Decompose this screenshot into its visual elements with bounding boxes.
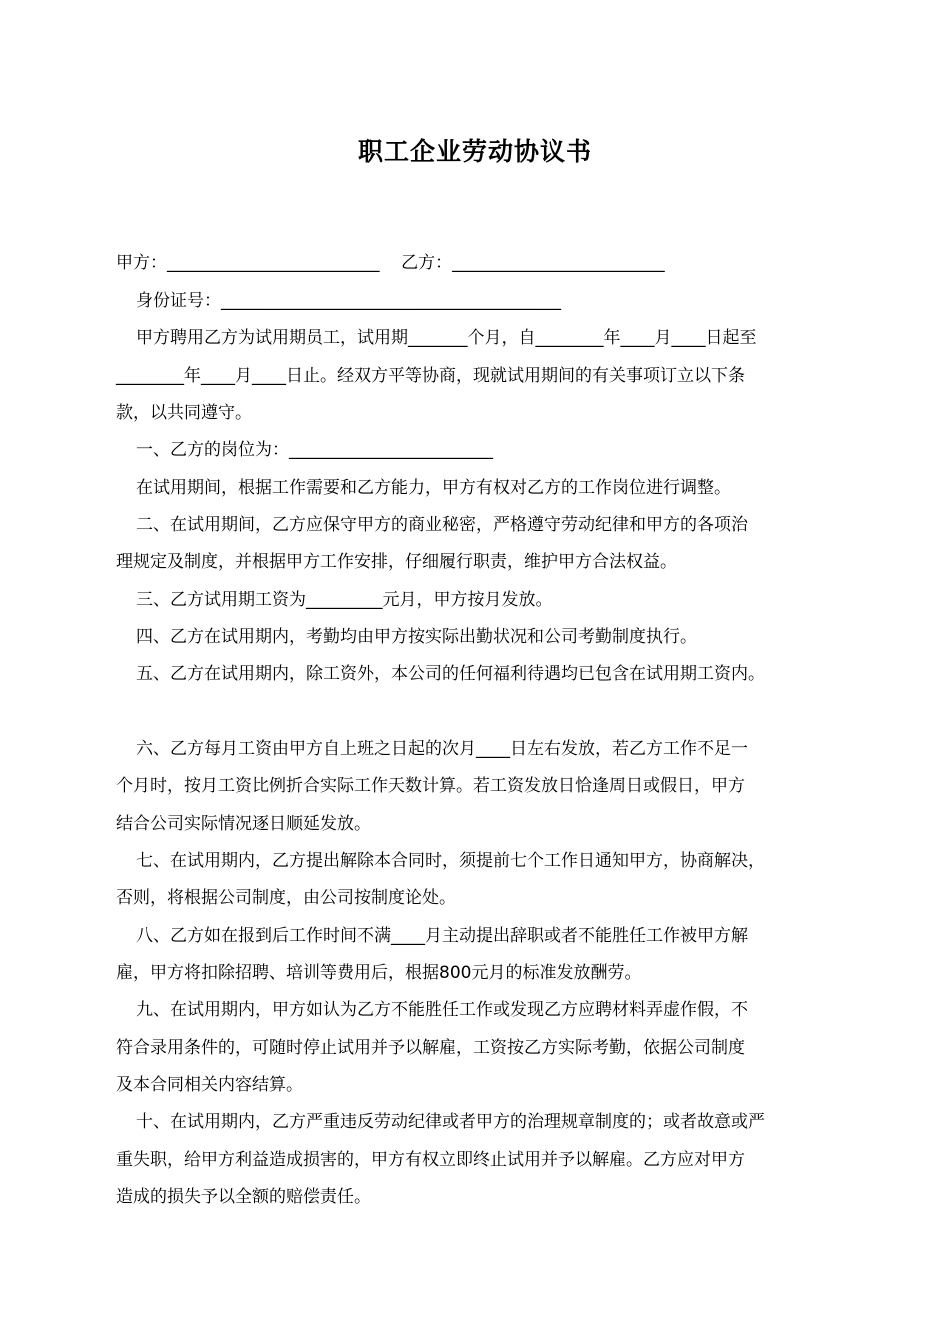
clause-10-line-3: 造成的损失予以全额的赔偿责任。 [116, 1187, 371, 1207]
clause-9-line-2: 符合录用条件的，可随时停止试用并予以解雇，工资按乙方实际考勤，依据公司制度 [116, 1038, 745, 1058]
intro-line-1: 甲方聘用乙方为试用期员工，试用期_______个月，自________年____月____日起至 [136, 328, 757, 348]
clause-10-line-1: 十、在试用期内，乙方严重违反劳动纪律或者甲方的治理规章制度的；或者故意或严 [136, 1112, 765, 1132]
clause-8-line-2: 雇，甲方将扣除招聘、培训等费用后，根据800元月的标准发放酬劳。 [116, 963, 642, 983]
clause-3: 三、乙方试用期工资为_________元月，甲方按月发放。 [136, 590, 553, 610]
intro-line-3: 款，以共同遵守。 [116, 403, 252, 423]
clause-6-line-3: 结合公司实际情况逐日顺延发放。 [116, 814, 371, 834]
clause-7-line-2: 否则，将根据公司制度，由公司按制度论处。 [116, 888, 456, 908]
clause-6-line-1: 六、乙方每月工资由甲方自上班之日起的次月____日左右发放，若乙方工作不足一 [136, 739, 748, 759]
party-line: 甲方：_________________________ 乙方：_________________________ [116, 253, 665, 273]
clause-7-line-1: 七、在试用期内，乙方提出解除本合同时，须提前七个工作日通知甲方，协商解决， [136, 851, 765, 871]
clause-2-line-1: 二、在试用期间，乙方应保守甲方的商业秘密，严格遵守劳动纪律和甲方的各项治 [136, 515, 748, 535]
clause-1-line-2: 在试用期间，根据工作需要和乙方能力，甲方有权对乙方的工作岗位进行调整。 [136, 478, 731, 498]
clause-9-line-3: 及本合同相关内容结算。 [116, 1075, 303, 1095]
clause-9-line-1: 九、在试用期内，甲方如认为乙方不能胜任工作或发现乙方应聘材料弄虚作假，不 [136, 1000, 748, 1020]
clause-1-line-1: 一、乙方的岗位为：________________________ [136, 440, 493, 460]
document-title: 职工企业劳动协议书 [357, 137, 592, 166]
clause-4: 四、乙方在试用期内，考勤均由甲方按实际出勤状况和公司考勤制度执行。 [136, 627, 697, 647]
clause-10-line-2: 重失职，给甲方利益造成损害的，甲方有权立即终止试用并予以解雇。乙方应对甲方 [116, 1150, 745, 1170]
clause-8-line-1: 八、乙方如在报到后工作时间不满____月主动提出辞职或者不能胜任工作被甲方解 [136, 926, 748, 946]
clause-5: 五、乙方在试用期内，除工资外，本公司的任何福利待遇均已包含在试用期工资内。 [136, 664, 765, 684]
id-number-line: 身份证号：________________________________________ [136, 291, 561, 311]
clause-6-line-2: 个月时，按月工资比例折合实际工作天数计算。若工资发放日恰逢周日或假日，甲方 [116, 776, 745, 796]
clause-2-line-2: 理规定及制度，并根据甲方工作安排，仔细履行职责，维护甲方合法权益。 [116, 552, 677, 572]
intro-line-2: ________年____月____日止。经双方平等协商，现就试用期间的有关事项订立以下条 [116, 366, 745, 386]
